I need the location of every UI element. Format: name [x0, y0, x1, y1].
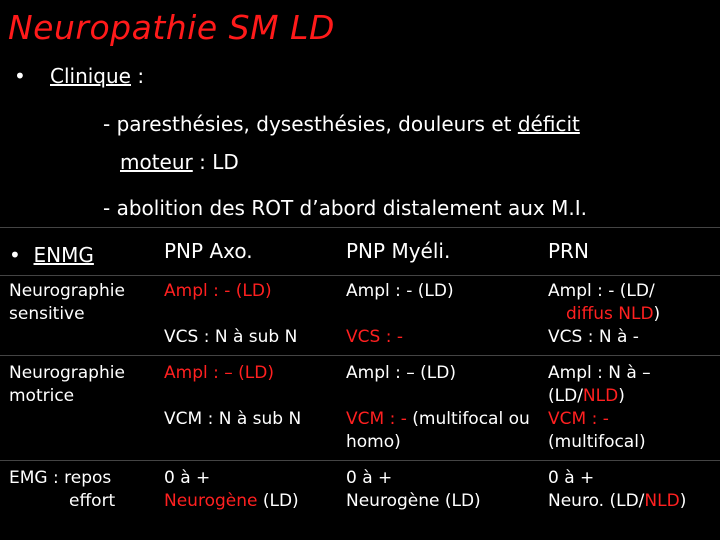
- prn-sens-vcs: VCS : N à -: [548, 326, 639, 347]
- prn-sens-ampl-b3: ): [653, 303, 661, 324]
- table-row-sensitive: [0, 276, 720, 356]
- prn-sens-ampl-b1: diffus: [566, 303, 619, 324]
- emg-label-effort: effort: [69, 490, 116, 511]
- prn-mot-vcm-a: VCM : -: [548, 408, 609, 429]
- prn-sens-ampl-a: Ampl : - (LD/: [548, 281, 655, 301]
- axo-emg-effort: [164, 490, 329, 513]
- axo-emg-effort-b: (LD): [257, 490, 299, 511]
- axo-mot-vcm: VCM : N à sub N: [164, 408, 302, 429]
- clinique-line-1-deficit: déficit: [517, 112, 580, 136]
- prn-mot-ampl-a: Ampl : N à –: [548, 362, 651, 383]
- row-label-sensitive: Neurographie sensitive: [0, 276, 155, 356]
- header-enmg-label: ENMG: [33, 243, 94, 267]
- axo-emg-repos: 0 à +: [164, 467, 211, 488]
- header-enmg: [0, 228, 155, 276]
- mye-mot-vcm-a: VCM : -: [346, 408, 407, 429]
- prn-mot-ampl-b1: (LD/: [548, 385, 583, 406]
- cell-prn-mot: [539, 355, 720, 460]
- header-axo: PNP Axo.: [155, 228, 337, 276]
- mye-emg-effort: Neurogène (LD): [346, 490, 481, 511]
- cell-mye-emg: [337, 460, 539, 518]
- mye-emg-repos: 0 à +: [346, 467, 393, 488]
- prn-mot-vcm-b: (multifocal): [548, 431, 646, 452]
- prn-emg-repos: 0 à +: [548, 467, 595, 488]
- clinique-line-3: - abolition des ROT d’abord distalement aux M.I.: [103, 196, 587, 220]
- row-label-motor: Neurographie motrice: [0, 355, 155, 460]
- cell-mye-sens: [337, 276, 539, 356]
- prn-emg-effort-b: NLD: [644, 490, 680, 511]
- row-label-emg: [0, 460, 155, 518]
- axo-sens-ampl: Ampl : - (LD): [164, 281, 272, 301]
- clinique-line-2-text: : LD: [192, 150, 239, 174]
- clinique-line-2-moteur: moteur: [120, 150, 193, 174]
- cell-axo-mot: [155, 355, 337, 460]
- bullet-dot: •: [14, 64, 26, 88]
- cell-prn-sens: [539, 276, 720, 356]
- table-header-row: [0, 228, 720, 276]
- enmg-table: [0, 227, 720, 519]
- header-prn: PRN: [539, 228, 720, 276]
- axo-sens-vcs: VCS : N à sub N: [164, 327, 298, 347]
- mye-mot-ampl: Ampl : – (LD): [346, 362, 456, 383]
- clinique-line-1-text: - paresthésies, dysesthésies, douleurs et: [103, 112, 518, 136]
- prn-mot-vcm: [548, 408, 716, 454]
- emg-label-repos: EMG : repos: [9, 467, 112, 488]
- clinique-line-1: [103, 112, 580, 136]
- mye-sens-ampl: Ampl : - (LD): [346, 281, 454, 301]
- mye-mot-vcm: [346, 408, 531, 454]
- mye-mot-vcm-b: (multifocal ou homo): [346, 408, 530, 452]
- prn-mot-ampl-b2: NLD: [582, 385, 619, 406]
- prn-mot-ampl: [548, 362, 716, 408]
- mye-sens-vcs: VCS : -: [346, 327, 403, 347]
- cell-axo-sens: [155, 276, 337, 356]
- prn-emg-effort-c: ): [679, 490, 687, 511]
- clinique-colon: :: [131, 64, 145, 88]
- cell-prn-emg: [539, 460, 720, 518]
- cell-mye-mot: [337, 355, 539, 460]
- slide-title: Neuropathie SM LD: [8, 8, 335, 47]
- prn-sens-ampl: [548, 280, 716, 326]
- clinique-heading: [50, 64, 144, 88]
- prn-emg-effort: [548, 490, 716, 513]
- enmg-bullet: •: [9, 243, 34, 267]
- prn-emg-effort-a: Neuro. (LD/: [548, 490, 645, 511]
- cell-axo-emg: [155, 460, 337, 518]
- table-row-emg: [0, 460, 720, 518]
- table-row-motor: [0, 355, 720, 460]
- prn-mot-ampl-b3: ): [618, 385, 625, 406]
- axo-emg-effort-a: Neurogène: [164, 490, 258, 511]
- clinique-label: Clinique: [50, 64, 131, 88]
- clinique-line-2: [120, 150, 239, 174]
- axo-mot-ampl: Ampl : – (LD): [164, 362, 274, 383]
- prn-sens-ampl-b2: NLD: [618, 303, 654, 324]
- header-myeli: PNP Myéli.: [337, 228, 539, 276]
